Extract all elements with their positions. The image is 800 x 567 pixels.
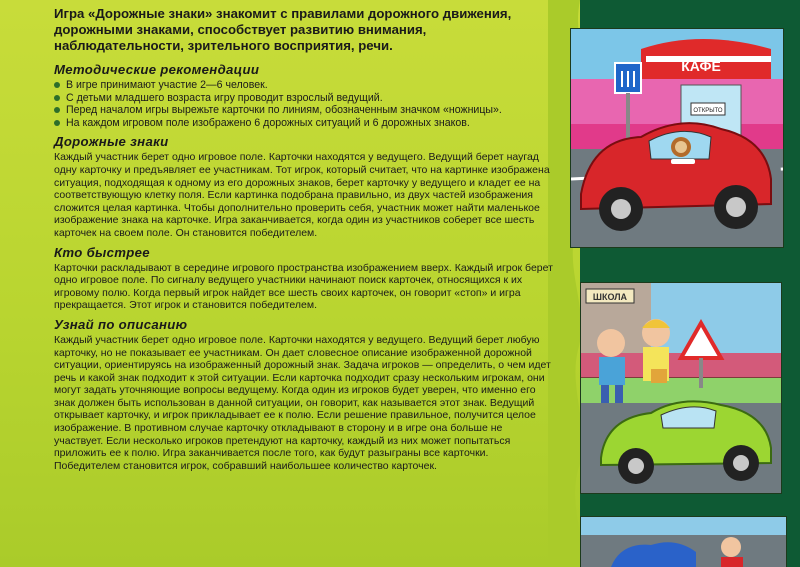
- illustration-cafe-car: [570, 28, 784, 248]
- list-item: Перед началом игры вырежьте карточки по линиям, обозначенным значком «ножницы».: [54, 104, 554, 117]
- section-text-who-faster: Карточки раскладывают в середине игрового пространства изображением вверх. Каждый игрок берет одно игровое поле. По сигналу ведущего участники начинают поиск карточек, относящихся к их игровому полю. Когда первый игрок найдет все шесть своих карточек, он говорит «стоп» и игра прекращается. Этот игрок и становится победителем.: [54, 261, 553, 312]
- open-sign-text: ОТКРЫТО: [693, 108, 723, 114]
- list-item: В игре принимают участие 2—6 человек.: [54, 79, 554, 92]
- section-title-by-description: Узнай по описанию: [54, 316, 188, 332]
- section-text-by-description: Каждый участник берет одно игровое поле. Карточки находятся у ведущего. Ведущий берет любую карточку, но не показывает ее участникам. Он дает словесное описание изображенной дорожной ситуации, ориентируясь на изображенный дорожный знак. Задача игроков — определить, о чем идет речь и какой знак подходит к этой ситуации. Если карточка подходит сразу нескольким игрокам, они могут задать уточняющие вопросы ведущему. Когда один из игроков будет уверен, что именно его знак должен быть использован в данной ситуации, он говорит, как называется этот знак. Ведущий открывает карточку, и игрок прикладывает ее к полю. Если решение правильное, получится целое изображение. В противном случае карточку откладывают в сторону и в игре она больше не участвует. Если несколько игроков претендуют на карточку, каждый из них может попытаться приложить ее к полю. Игра заканчивается после того, как будут разыграны все карточки. Победителем становится игрок, собравший наибольшее количество карточек.: [54, 333, 551, 472]
- section-title-recommendations: Методические рекомендации: [54, 62, 260, 77]
- cafe-sign-text: КАФЕ: [681, 58, 721, 74]
- list-item: На каждом игровом поле изображено 6 дорожных ситуаций и 6 дорожных знаков.: [54, 117, 554, 130]
- section-text-road-signs: Каждый участник берет одно игровое поле. Карточки находятся у ведущего. Ведущий берет наугад одну карточку и предъявляет ее участникам. Тот игрок, который считает, что на картинке изображена ситуация, подходящая к одному из его дорожных знаков, берет карточку у ведущего и кладет ее на соответствующую клетку поля. Если картинка подобрана правильно, из двух частей изображения сложится целая картинка. Чтобы дополнительно проверить себя, участник может найти маленькое изображение знака на карточке. Игра заканчивается, когда один из участников соберет все шесть карточек на своем поле. Он становится победителем.: [54, 151, 550, 239]
- section-title-who-faster: Кто быстрее: [54, 244, 150, 260]
- illustration-school-crossing: [580, 282, 782, 494]
- recommendations-list: [54, 79, 554, 129]
- rules-text: [54, 6, 554, 472]
- section-title-road-signs: Дорожные знаки: [54, 134, 169, 150]
- intro-text: Игра «Дорожные знаки» знакомит с правилами дорожного движения, дорожными знаками, способствует развитию внимания, наблюдательности, зрительного восприятия, речи.: [54, 6, 512, 53]
- school-sign-text: ШКОЛА: [592, 292, 628, 302]
- illustration-partial-bottom: [580, 516, 787, 567]
- list-item: С детьми младшего возраста игру проводит взрослый ведущий.: [54, 92, 554, 105]
